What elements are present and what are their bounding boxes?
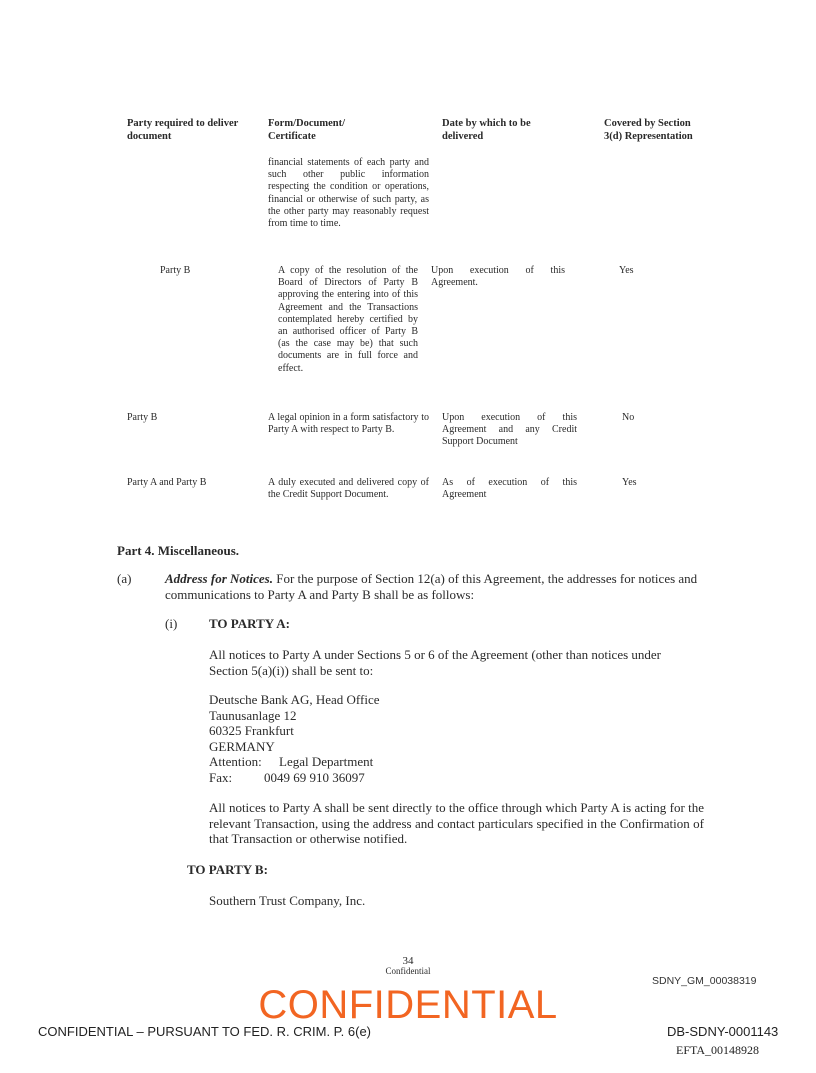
table-row-0-form: financial statements of each party and such other public information respecting the condition or operations, financial or otherwise of such party, as the other party may reasonably request from time to time.	[268, 157, 429, 230]
table-row-3-form: A duly executed and delivered copy of the Credit Support Document.	[268, 477, 429, 501]
table-row-1-date: Upon execution of this Agreement.	[431, 265, 565, 289]
party-b-name: Southern Trust Company, Inc.	[209, 893, 366, 908]
header-party: Party required to deliver document	[127, 118, 239, 142]
address-line-2: Taunusanlage 12	[209, 707, 297, 723]
address-line-3: 60325 Frankfurt	[209, 723, 294, 738]
item-a-text: For the purpose of Section 12(a) of this Agreement, the addresses for notices and communications to Party A and Party B shall be as follows:	[165, 571, 698, 602]
attention-label: Attention:	[209, 754, 262, 769]
table-row-2-date: Upon execution of this Agreement and any Credit Support Document	[442, 412, 577, 448]
fax-label: Fax:	[209, 769, 233, 785]
item-a-label: (a)	[117, 571, 132, 586]
table-row-2-party: Party B	[127, 412, 158, 423]
party-b-heading: TO PARTY B:	[187, 862, 268, 877]
party-a-address	[209, 692, 380, 785]
grand-jury-legend: CONFIDENTIAL – PURSUANT TO FED. R. CRIM. P. 6(e)	[38, 1024, 372, 1039]
part4-heading: Part 4. Miscellaneous.	[117, 543, 240, 558]
fax-value: 0049 69 910 36097	[264, 769, 365, 785]
address-line-1: Deutsche Bank AG, Head Office	[209, 692, 380, 707]
db-sdny-id: DB-SDNY-0001143	[667, 1024, 779, 1039]
page-number: 34	[402, 955, 414, 967]
item-a-paragraph	[165, 571, 713, 602]
table-row-2-covered: No	[622, 412, 635, 423]
confidential-stamp: CONFIDENTIAL	[258, 983, 558, 1027]
item-i-label: (i)	[165, 616, 178, 631]
party-a-heading: TO PARTY A:	[209, 616, 290, 631]
table-row-1-party: Party B	[160, 265, 191, 276]
confidential-small: Confidential	[385, 966, 431, 976]
attention-value: Legal Department	[279, 754, 374, 769]
item-a-title: Address for Notices.	[165, 571, 273, 586]
table-row-1-covered: Yes	[619, 265, 634, 276]
table-row-3-date: As of execution of this Agreement	[442, 477, 577, 501]
address-line-4: GERMANY	[209, 738, 275, 754]
attention-line	[209, 754, 380, 770]
fax-line	[209, 770, 380, 786]
table-row-2-form: A legal opinion in a form satisfactory to Party A with respect to Party B.	[268, 412, 429, 436]
sdny-id: SDNY_GM_00038319	[652, 975, 757, 987]
header-date: Date by which to be delivered	[442, 118, 531, 142]
efta-id: EFTA_00148928	[676, 1043, 760, 1057]
party-a-intro: All notices to Party A under Sections 5 or 6 of the Agreement (other than notices under Section 5(a)(i)) shall be sent to:	[209, 647, 662, 678]
table-row-1-form: A copy of the resolution of the Board of Directors of Party B approving the entering into of this Agreement and the Transactions contemplated hereby certified by an authorised officer of Party B (as the case may be) that such documents are in full force and effect.	[278, 265, 418, 374]
table-row-3-covered: Yes	[622, 477, 637, 488]
header-covered: Covered by Section 3(d) Representation	[604, 118, 693, 142]
table-row-3-party: Party A and Party B	[127, 477, 207, 488]
party-a-closing: All notices to Party A shall be sent directly to the office through which Party A is acting for the relevant Transaction, using the address and contact particulars specified in the Confirmation of that Transaction or otherwise notified.	[209, 800, 704, 846]
header-form: Form/Document/ Certificate	[268, 118, 345, 142]
